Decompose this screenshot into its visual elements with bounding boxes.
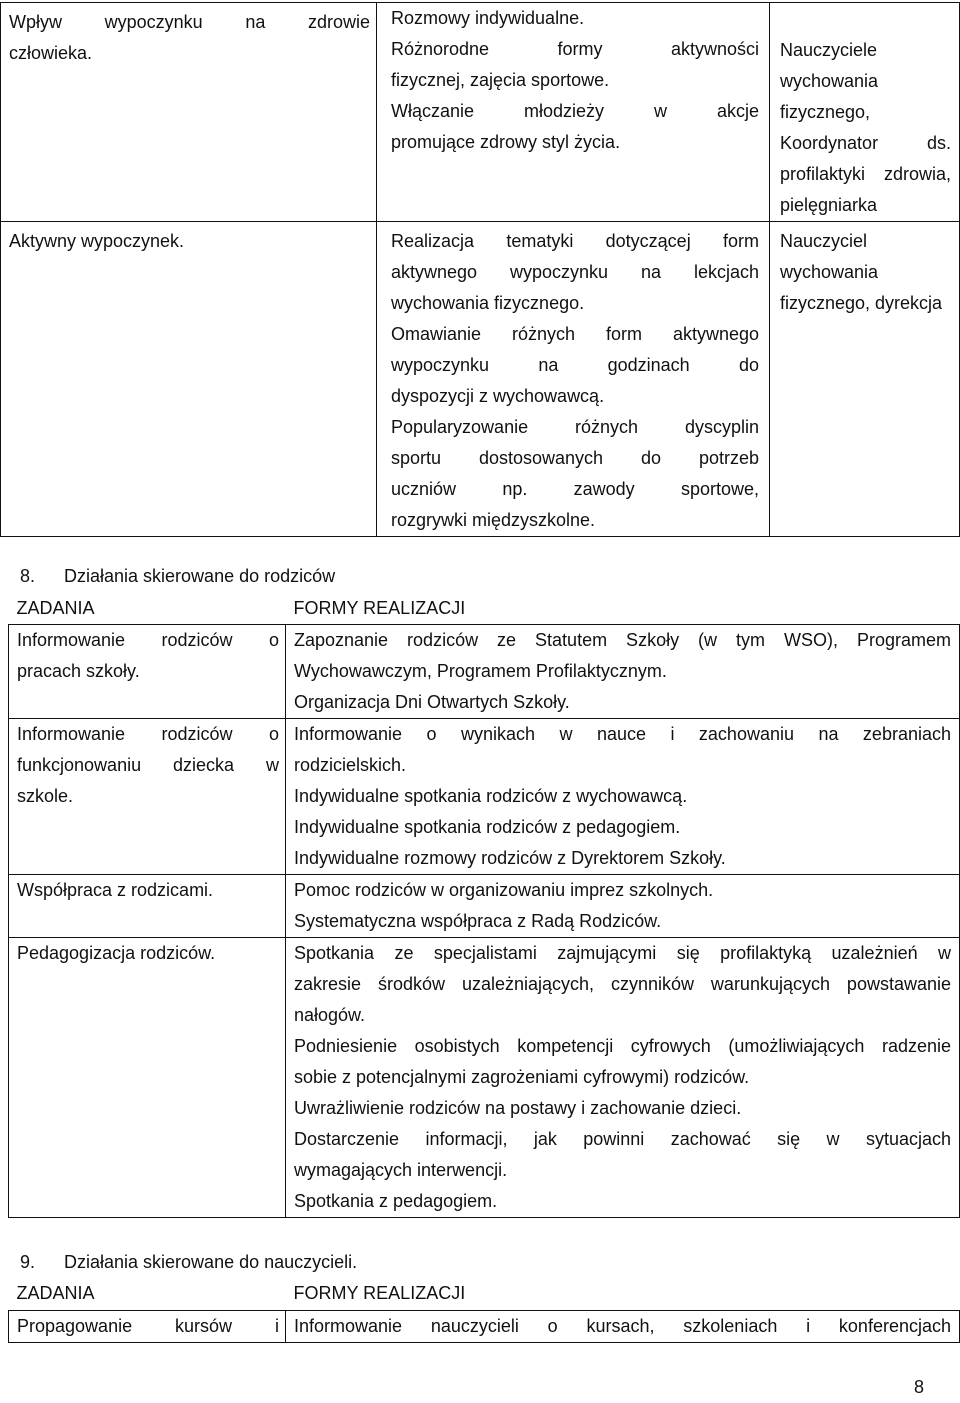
- cell-line: Rozmowy indywidualne.: [391, 8, 585, 28]
- table-row: [9, 875, 960, 938]
- table-row: [1, 3, 960, 222]
- cell-line: profilaktyki zdrowia,: [780, 164, 951, 184]
- teachers-activities-table: [8, 1278, 960, 1343]
- forms-cell: [377, 3, 770, 222]
- cell-line: Koordynator ds.: [780, 133, 951, 153]
- cell-line: Wpływ wypoczynku na zdrowie: [9, 12, 370, 32]
- cell-line: rozgrywki międzyszkolne.: [391, 510, 596, 530]
- section-9-heading: [20, 1247, 357, 1278]
- cell-line: fizycznego,: [780, 102, 871, 122]
- cell-line: Uwrażliwienie rodziców na postawy i zachowanie dzieci.: [294, 1098, 742, 1118]
- cell-line: wychowania: [780, 71, 879, 91]
- forms-cell: [286, 719, 960, 875]
- cell-line: wychowania fizycznego.: [391, 293, 585, 313]
- cell-line: Nauczyciele: [780, 40, 878, 60]
- cell-line: Zapoznanie rodziców ze Statutem Szkoły (w tym WSO), Programem: [294, 630, 951, 650]
- section-title: Działania skierowane do nauczycieli.: [64, 1252, 358, 1272]
- cell-line: Indywidualne rozmowy rodziców z Dyrektorem Szkoły.: [294, 848, 726, 868]
- cell-line: Omawianie różnych form aktywnego: [391, 324, 759, 344]
- task-cell: [1, 222, 377, 537]
- table-row: [9, 719, 960, 875]
- cell-line: Systematyczna współpraca z Radą Rodziców.: [294, 911, 662, 931]
- table-header-row: [9, 1278, 960, 1310]
- section-8-heading: [20, 561, 335, 592]
- cell-line: Wychowawczym, Programem Profilaktycznym.: [294, 661, 667, 681]
- cell-line: Aktywny wypoczynek.: [9, 231, 185, 251]
- header-label: FORMY REALIZACJI: [293, 598, 466, 618]
- cell-line: Organizacja Dni Otwartych Szkoły.: [294, 692, 570, 712]
- cell-line: Dostarczenie informacji, jak powinni zachować się w sytuacjach: [294, 1129, 951, 1149]
- cell-line: Indywidualne spotkania rodziców z wychowawcą.: [294, 786, 688, 806]
- header-tasks: [9, 1278, 286, 1310]
- cell-line: Popularyzowanie różnych dyscyplin: [391, 417, 759, 437]
- header-label: FORMY REALIZACJI: [293, 1283, 466, 1303]
- cell-line: Propagowanie kursów i: [17, 1315, 279, 1336]
- cell-line: zakresie środków uzależniających, czynników warunkujących powstawanie: [294, 974, 951, 994]
- section-number: 8.: [20, 566, 36, 586]
- cell-line: nałogów.: [294, 1005, 366, 1025]
- cell-line: fizycznej, zajęcia sportowe.: [391, 70, 610, 90]
- cell-line: Podniesienie osobistych kompetencji cyfrowych (umożliwiających radzenie: [294, 1036, 951, 1056]
- page-number: 8: [914, 1377, 925, 1397]
- task-cell: [9, 1310, 286, 1342]
- cell-line: Różnorodne formy aktywności: [391, 39, 759, 59]
- table-row: [1, 222, 960, 537]
- header-label: ZADANIA: [16, 1283, 95, 1303]
- cell-line: Informowanie rodziców o: [17, 630, 279, 650]
- cell-line: pracach szkoły.: [17, 661, 140, 681]
- forms-cell: [377, 222, 770, 537]
- cell-line: fizycznego, dyrekcja: [780, 293, 943, 313]
- cell-line: Informowanie o wynikach w nauce i zachowaniu na zebraniach: [294, 724, 951, 744]
- cell-line: wychowania: [780, 262, 879, 282]
- section-number: 9.: [20, 1252, 36, 1272]
- table-row: [9, 625, 960, 719]
- cell-line: Informowanie rodziców o: [17, 724, 279, 744]
- cell-line: sportu dostosowanych do potrzeb: [391, 448, 759, 468]
- header-forms: [286, 593, 960, 625]
- cell-line: Pomoc rodziców w organizowaniu imprez szkolnych.: [294, 880, 714, 900]
- cell-line: Nauczyciel: [780, 231, 868, 251]
- cell-line: Informowanie nauczycieli o kursach, szkoleniach i konferencjach: [294, 1315, 951, 1336]
- cell-line: Spotkania ze specjalistami zajmującymi się profilaktyką uzależnień w: [294, 943, 951, 963]
- table-header-row: [9, 593, 960, 625]
- cell-line: aktywnego wypoczynku na lekcjach: [391, 262, 759, 282]
- table-row: [9, 938, 960, 1218]
- forms-cell: [286, 938, 960, 1218]
- responsible-cell: [770, 222, 960, 537]
- cell-line: promujące zdrowy styl życia.: [391, 132, 621, 152]
- cell-line: Realizacja tematyki dotyczącej form: [391, 231, 759, 251]
- task-cell: [9, 625, 286, 719]
- cell-line: wymagających interwencji.: [294, 1160, 508, 1180]
- section-title: Działania skierowane do rodziców: [64, 566, 336, 586]
- cell-line: wypoczynku na godzinach do: [391, 355, 759, 375]
- task-cell: [9, 938, 286, 1218]
- cell-line: Pedagogizacja rodziców.: [17, 943, 216, 963]
- parents-activities-table: [8, 593, 960, 1218]
- forms-cell: [286, 625, 960, 719]
- cell-line: Spotkania z pedagogiem.: [294, 1191, 498, 1211]
- cell-line: uczniów np. zawody sportowe,: [391, 479, 759, 499]
- cell-line: Indywidualne spotkania rodziców z pedagogiem.: [294, 817, 681, 837]
- forms-cell: [286, 875, 960, 938]
- cell-line: szkole.: [17, 786, 74, 806]
- cell-line: dyspozycji z wychowawcą.: [391, 386, 605, 406]
- header-forms: [286, 1278, 960, 1310]
- task-cell: [1, 3, 377, 222]
- header-label: ZADANIA: [16, 598, 95, 618]
- task-cell: [9, 719, 286, 875]
- cell-line: człowieka.: [9, 43, 93, 63]
- health-activities-table: [0, 2, 960, 537]
- task-cell: [9, 875, 286, 938]
- cell-line: pielęgniarka: [780, 195, 878, 215]
- cell-line: Współpraca z rodzicami.: [17, 880, 214, 900]
- table-row: [9, 1310, 960, 1342]
- cell-line: rodzicielskich.: [294, 755, 407, 775]
- responsible-cell: [770, 3, 960, 222]
- cell-line: sobie z potencjalnymi zagrożeniami cyfrowymi) rodziców.: [294, 1067, 750, 1087]
- cell-line: Włączanie młodzieży w akcje: [391, 101, 759, 121]
- header-tasks: [9, 593, 286, 625]
- cell-line: funkcjonowaniu dziecka w: [17, 755, 279, 775]
- forms-cell: [286, 1310, 960, 1342]
